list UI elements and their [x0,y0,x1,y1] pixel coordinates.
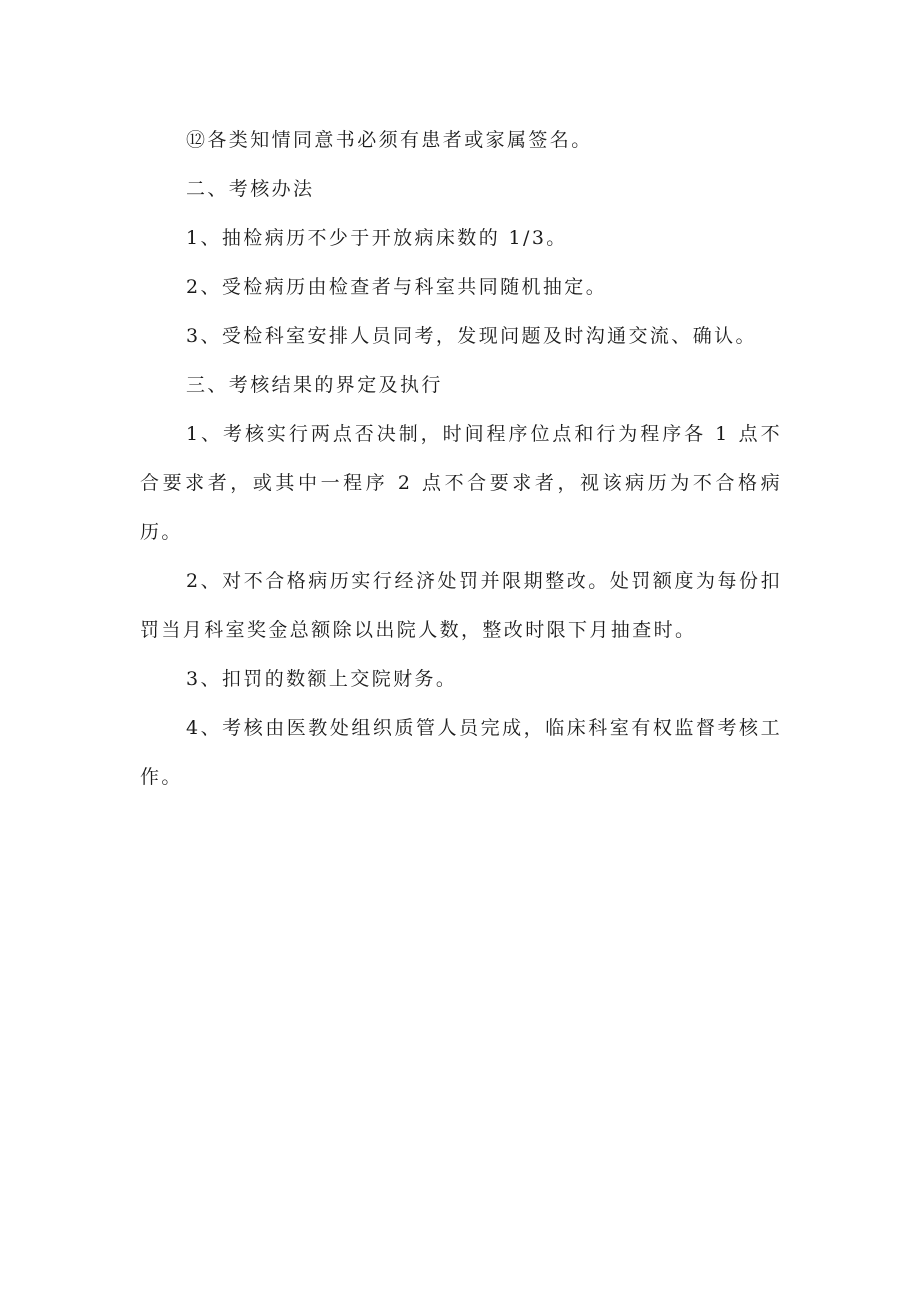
results-item-2: 2、对不合格病历实行经济处罚并限期整改。处罚额度为每份扣罚当月科室奖金总额除以出院人数，整改时限下月抽查时。 [140,570,782,641]
results-item-1: 1、考核实行两点否决制，时间程序位点和行为程序各 1 点不合要求者，或其中一程序 2 点不合要求者，视该病历为不合格病历。 [140,423,782,543]
results-item-4: 4、考核由医教处组织质管人员完成，临床科室有权监督考核工作。 [140,717,782,788]
method-item-3: 3、受检科室安排人员同考，发现问题及时沟通交流、确认。 [186,325,757,347]
method-item-1: 1、抽检病历不少于开放病床数的 1/3。 [186,227,568,249]
results-item-3: 3、扣罚的数额上交院财务。 [186,668,458,690]
method-item-2: 2、受检病历由检查者与科室共同随机抽定。 [186,276,608,298]
consent-signature-item: ⑫各类知情同意书必须有患者或家属签名。 [186,129,593,151]
section-heading-assessment-method: 二、考核办法 [186,178,315,200]
document-body [140,116,782,802]
section-heading-results: 三、考核结果的界定及执行 [186,374,443,396]
